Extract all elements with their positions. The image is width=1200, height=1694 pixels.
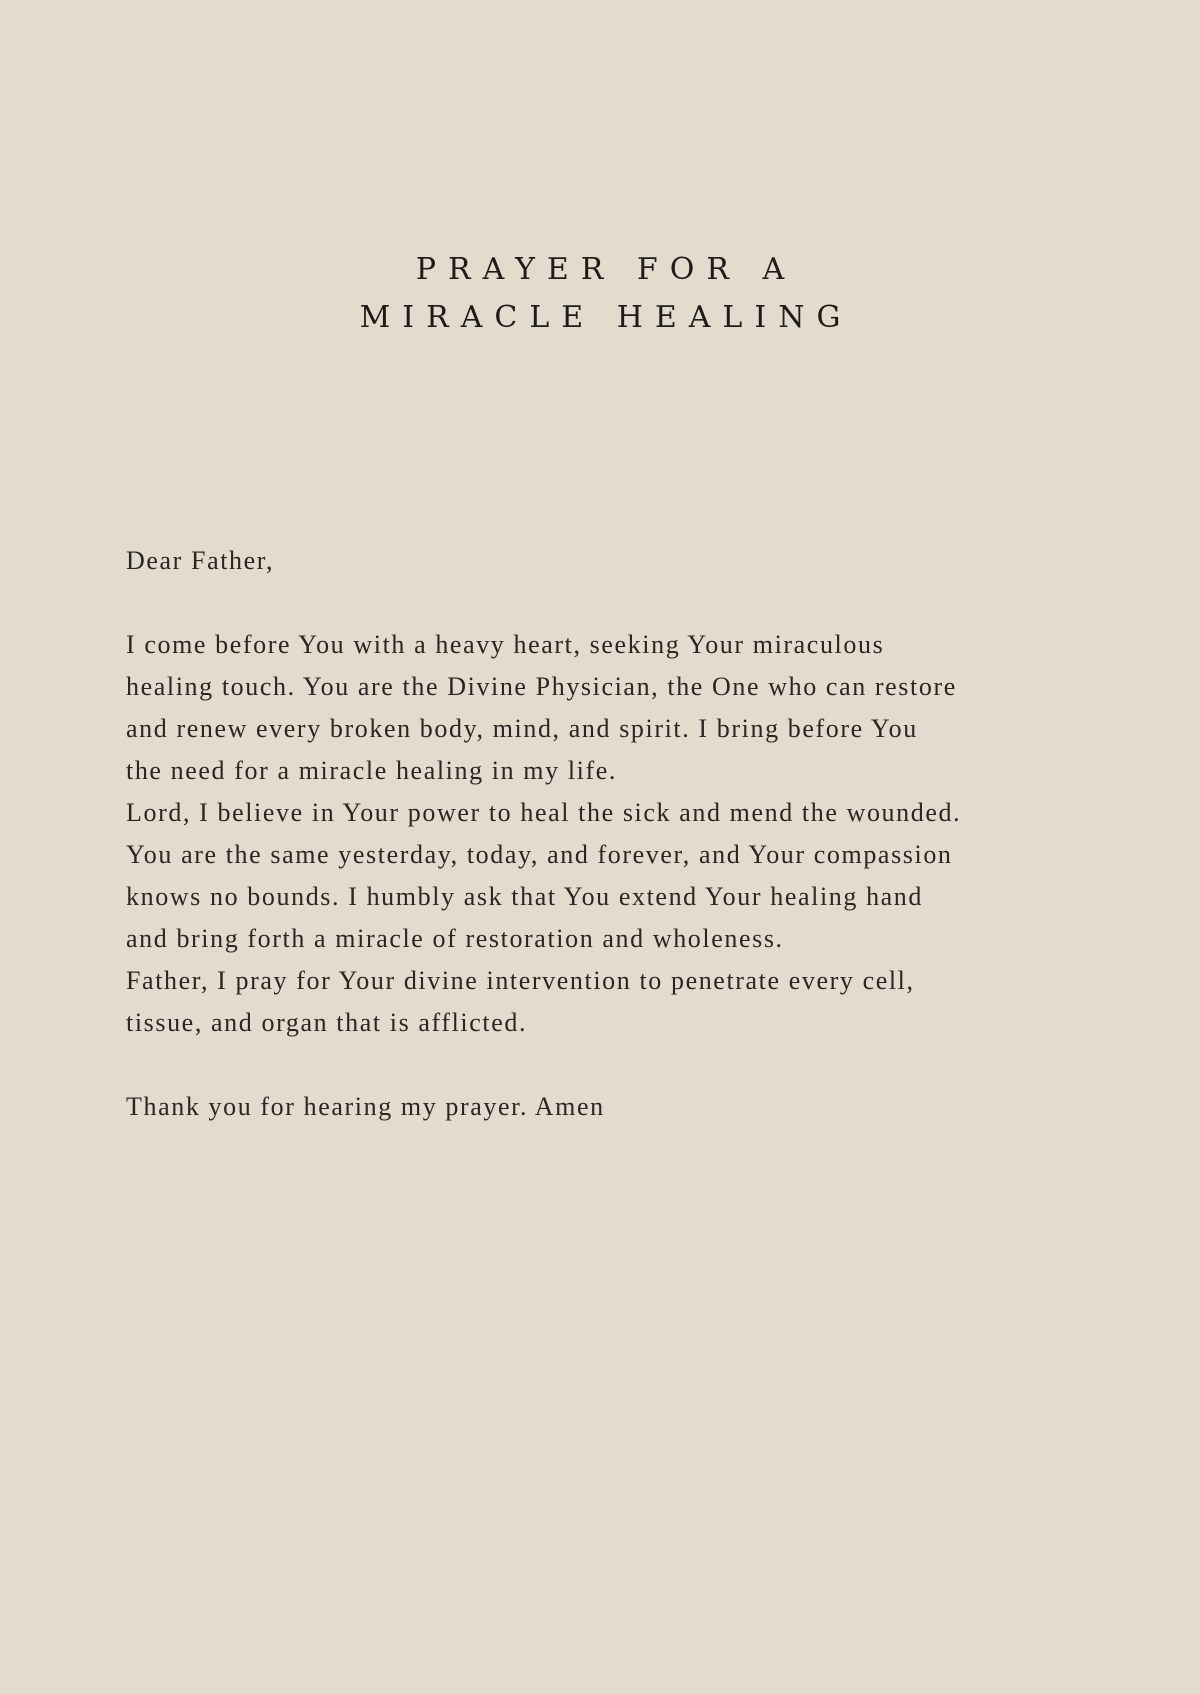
prayer-line: Lord, I believe in Your power to heal the sick and mend the wounded. [126, 798, 962, 827]
closing-text: Thank you for hearing my prayer. Amen [126, 1092, 605, 1121]
prayer-line: and bring forth a miracle of restoration and wholeness. [126, 924, 784, 953]
prayer-line: the need for a miracle healing in my life. [126, 756, 617, 785]
prayer-line: I come before You with a heavy heart, seeking Your miraculous [126, 630, 885, 659]
prayer-line: You are the same yesterday, today, and forever, and Your compassion [126, 840, 953, 869]
prayer-line: healing touch. You are the Divine Physician, the One who can restore [126, 672, 957, 701]
prayer-line: Father, I pray for Your divine intervention to penetrate every cell, [126, 966, 915, 995]
prayer-line: and renew every broken body, mind, and spirit. I bring before You [126, 714, 918, 743]
prayer-paragraph [126, 624, 1086, 1044]
prayer-line: tissue, and organ that is afflicted. [126, 1008, 528, 1037]
salutation-text: Dear Father, [126, 546, 275, 575]
prayer-line: knows no bounds. I humbly ask that You extend Your healing hand [126, 882, 924, 911]
prayer-body [126, 540, 1086, 1128]
salutation [126, 540, 1086, 582]
title-line-1: PRAYER FOR A [415, 252, 797, 288]
title-line-2: MIRACLE HEALING [359, 300, 853, 336]
page-title [0, 246, 1200, 342]
closing [126, 1086, 1086, 1128]
